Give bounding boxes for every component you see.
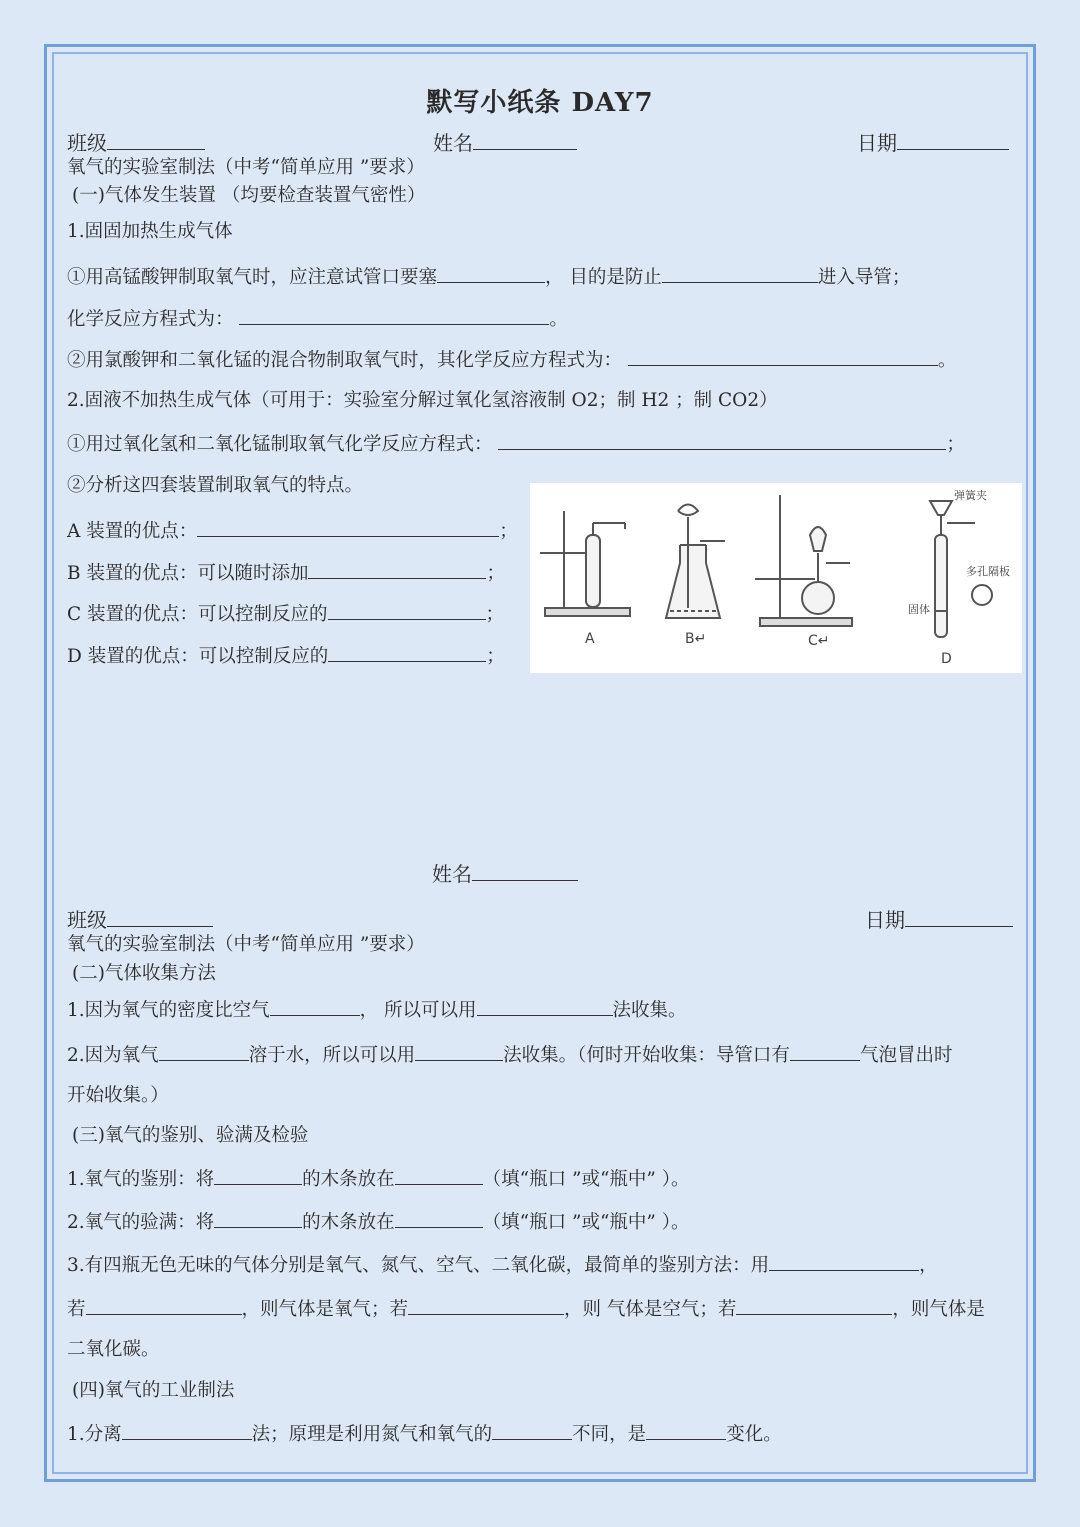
q1-title: 1.固固加热生成气体 — [67, 221, 233, 242]
label-d: D — [941, 651, 952, 667]
sec4-q1: 1.分离 法；原理是利用氮气和氧气的 不同，是 变化。 — [67, 1421, 782, 1447]
advantage-c: C 装置的优点：可以控制反应的 ； — [67, 601, 504, 627]
label-b: B↵ — [685, 631, 707, 647]
section2-heading: (二)气体收集方法 — [72, 963, 216, 984]
sec2-q2-continued: 开始收集。） — [67, 1085, 169, 1106]
date-field: 日期 — [857, 127, 1009, 156]
label-solid: 固体 — [908, 603, 930, 616]
q2-a: ①用过氧化氢和二氧化锰制取氧气化学反应方程式： ； — [67, 431, 965, 457]
q1-b: ②用氯酸钾和二氧化锰的混合物制取氧气时，其化学反应方程式为： 。 — [67, 347, 956, 373]
q2-b: ②分析这四套装置制取氧气的特点。 — [67, 475, 364, 496]
date-field-2: 日期 — [865, 904, 1013, 933]
sec3-q1: 1.氧气的鉴别：将 的木条放在 （填“瓶口 ”或“瓶中” ）。 — [67, 1166, 690, 1192]
class-field: 班级 — [67, 127, 205, 156]
label-porous-plate: 多孔隔板 — [966, 565, 1010, 578]
name-field: 姓名 — [433, 127, 577, 156]
advantage-a: A 装置的优点： ； — [67, 518, 518, 544]
section3-heading: (三)氧气的鉴别、验满及检验 — [72, 1125, 309, 1146]
sec3-q3: 3.有四瓶无色无味的气体分别是氧气、氮气、空气、二氧化碳，最简单的鉴别方法：用 ， — [67, 1252, 938, 1278]
advantage-b: B 装置的优点：可以随时添加 ； — [67, 560, 505, 586]
q2-title: 2.固液不加热生成气体（可用于：实验室分解过氧化氢溶液制 O2；制 H2 ；制 CO2） — [67, 390, 778, 411]
section4-heading: (四)氧气的工业制法 — [72, 1380, 235, 1401]
label-c: C↵ — [808, 633, 830, 649]
sec3-q2: 2.氧气的验满：将 的木条放在 （填“瓶口 ”或“瓶中” ）。 — [67, 1209, 690, 1235]
sec2-q2: 2.因为氧气 溶于水，所以可以用 法收集。（何时开始收集：导管口有 气泡冒出时 — [67, 1042, 952, 1068]
name-field-2: 姓名 — [432, 858, 578, 887]
apparatus-figure — [530, 483, 1022, 673]
label-clamp: 弹簧夹 — [954, 489, 987, 502]
apparatus-diagram — [530, 483, 1022, 673]
section2-topic: 氧气的实验室制法（中考“简单应用 ”要求） — [67, 934, 425, 955]
section1-heading: (一)气体发生装置 （均要检查装置气密性） — [72, 185, 426, 206]
sec3-q3-line2: 若 ，则气体是氧气；若 ，则 气体是空气；若 ，则气体是 — [67, 1296, 985, 1322]
advantage-d: D 装置的优点：可以控制反应的 ； — [67, 643, 505, 669]
label-a: A — [585, 631, 595, 647]
page-title: 默写小纸条 DAY7 — [426, 88, 654, 118]
q1-equation: 化学反应方程式为： 。 — [67, 306, 568, 332]
sec3-q3-line3: 二氧化碳。 — [67, 1339, 160, 1360]
class-field-2: 班级 — [67, 904, 213, 933]
sec2-q1: 1.因为氧气的密度比空气 ， 所以可以用 法收集。 — [67, 997, 687, 1023]
section1-topic: 氧气的实验室制法（中考“简单应用 ”要求） — [67, 157, 425, 178]
q1-a: ①用高锰酸钾制取氧气时，应注意试管口要塞 ， 目的是防止 进入导管； — [67, 264, 910, 290]
